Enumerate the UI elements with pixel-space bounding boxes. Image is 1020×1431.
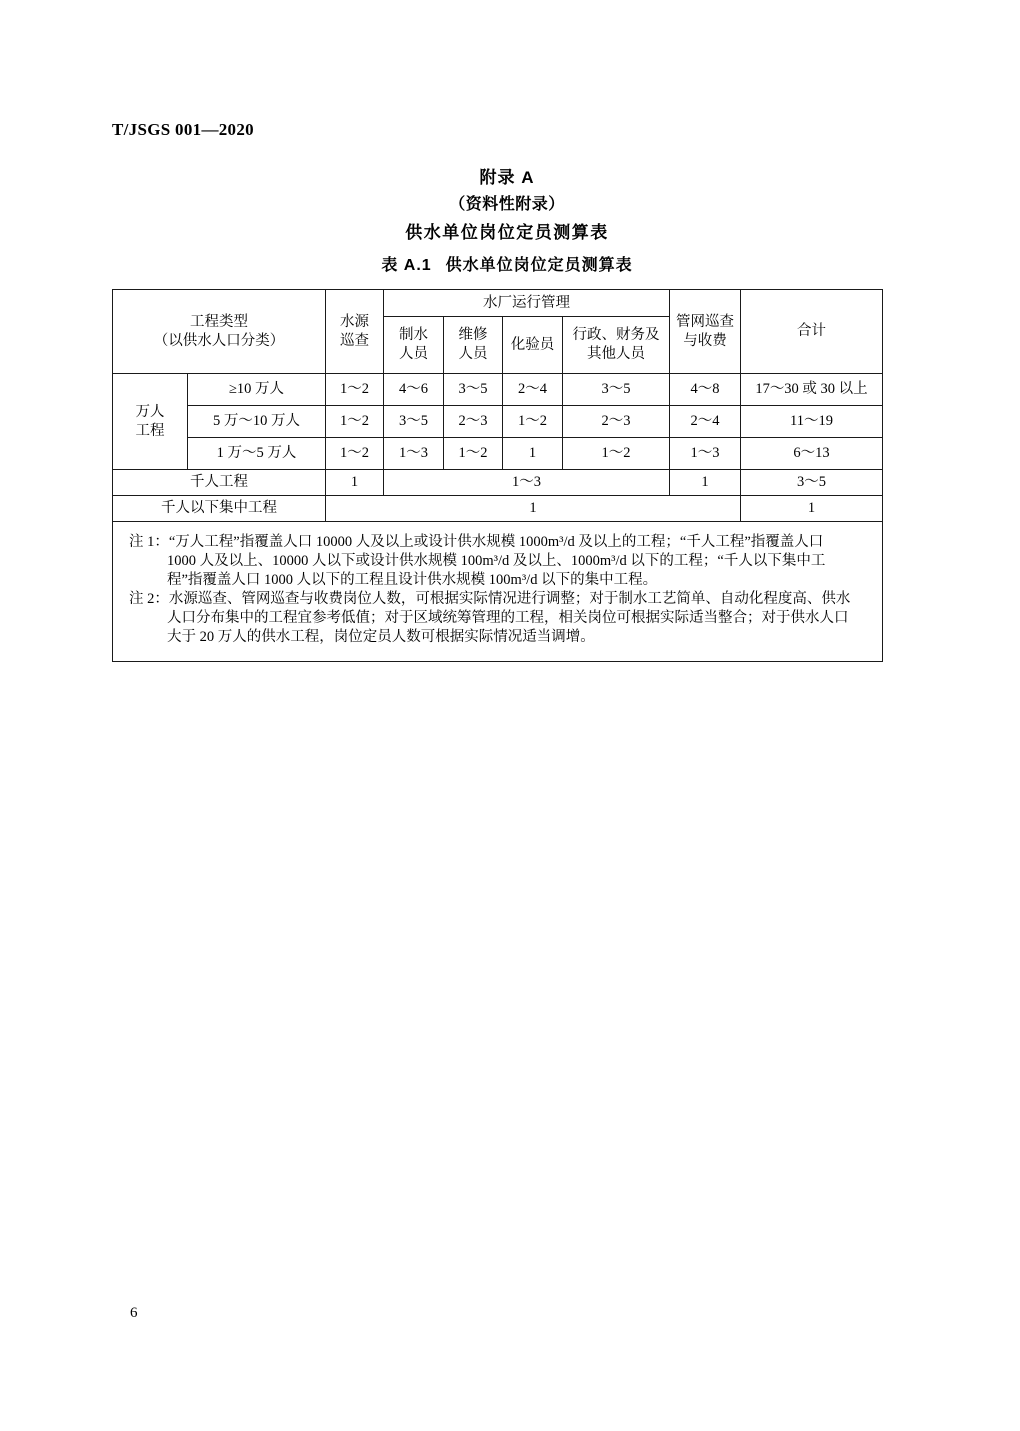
note2-label: 注 2： — [129, 591, 169, 607]
cell-scale: ≥10 万人 — [188, 374, 326, 406]
cell-row-label: 千人以下集中工程 — [113, 496, 326, 522]
annex-heading-block — [112, 165, 902, 247]
cell-lab: 2～4 — [503, 374, 563, 406]
cell-total: 6～13 — [741, 438, 883, 470]
note1-text1: “万人工程”指覆盖人口 10000 人及以上或设计供水规模 1000m³/d 及以上的工程；“千人工程”指覆盖人口 — [168, 534, 824, 550]
table-notes — [113, 522, 883, 662]
note2-text1: 水源巡查、管网巡查与收费岗位人数，可根据实际情况进行调整；对于制水工艺简单、自动化程度高、供水 — [168, 591, 851, 607]
cell-scale: 5 万～10 万人 — [188, 406, 326, 438]
cell-total: 3～5 — [741, 470, 883, 496]
header-total: 合计 — [741, 290, 883, 374]
table-row — [113, 406, 883, 438]
table-caption — [112, 252, 902, 275]
annex-subtitle: （资料性附录） — [449, 196, 565, 213]
cell-source-patrol: 1 — [326, 470, 384, 496]
header-source-patrol-line1: 水源 — [340, 313, 369, 330]
note1-line3: 程”指覆盖人口 1000 人以下的工程且设计供水规模 100m³/d 以下的集中工程。 — [167, 572, 658, 588]
header-pipe-network-line2: 与收费 — [683, 332, 727, 349]
staffing-table-wrapper — [112, 289, 882, 662]
cell-total: 17～30 或 30 以上 — [741, 374, 883, 406]
table-row — [113, 438, 883, 470]
row-group-label-line2: 工程 — [135, 422, 165, 439]
header-admin — [563, 317, 670, 374]
header-water-production — [384, 317, 444, 374]
cell-source-patrol: 1～2 — [326, 374, 384, 406]
table-caption-title: 供水单位岗位定员测算表 — [445, 257, 633, 274]
cell-maintenance: 2～3 — [444, 406, 503, 438]
header-pipe-network-line1: 管网巡查 — [676, 313, 734, 330]
note2-line3: 大于 20 万人的供水工程，岗位定员人数可根据实际情况适当调增。 — [167, 629, 595, 645]
header-source-patrol-line2: 巡查 — [340, 332, 369, 349]
note2-line1 — [129, 590, 866, 609]
header-water-production-line1: 制水 — [399, 327, 428, 343]
table-caption-number: 表 A.1 — [381, 257, 432, 274]
header-project-type-line1: 工程类型 — [190, 313, 248, 330]
header-project-type-line2: （以供水人口分类） — [153, 332, 285, 349]
header-maintenance — [444, 317, 503, 374]
header-maintenance-line2: 人员 — [458, 346, 488, 362]
annex-title: 附录 A — [479, 168, 535, 187]
annex-name: 供水单位岗位定员测算表 — [405, 223, 609, 242]
note1-line2: 1000 人及以上、10000 人以下或设计供水规模 100m³/d 及以上、1000m³/d 以下的工程；“千人以下集中工 — [167, 553, 826, 569]
cell-maintenance: 1～2 — [444, 438, 503, 470]
cell-merged-all: 1 — [326, 496, 741, 522]
cell-scale: 1 万～5 万人 — [188, 438, 326, 470]
table-notes-row — [113, 522, 883, 662]
page-number: 6 — [130, 1305, 138, 1321]
cell-pipe-network: 2～4 — [670, 406, 741, 438]
header-admin-line2: 其他人员 — [587, 346, 645, 362]
cell-water-production: 4～6 — [384, 374, 444, 406]
table-row-qianren — [113, 470, 883, 496]
cell-total: 1 — [741, 496, 883, 522]
note1-label: 注 1： — [129, 534, 169, 550]
header-plant-operation-group: 水厂运行管理 — [384, 290, 670, 317]
cell-total: 11～19 — [741, 406, 883, 438]
note2-line2: 人口分布集中的工程宜参考低值；对于区域统筹管理的工程，相关岗位可根据实际适当整合；对于供水人口 — [167, 610, 849, 626]
staffing-table — [112, 289, 883, 662]
table-row — [113, 374, 883, 406]
header-source-patrol — [326, 290, 384, 374]
cell-admin: 1～2 — [563, 438, 670, 470]
header-maintenance-line1: 维修 — [458, 327, 488, 343]
cell-plant-merged: 1～3 — [384, 470, 670, 496]
note1-line1 — [129, 533, 866, 552]
cell-water-production: 1～3 — [384, 438, 444, 470]
cell-pipe-network: 4～8 — [670, 374, 741, 406]
cell-water-production: 3～5 — [384, 406, 444, 438]
running-head: T/JSGS 001—2020 — [112, 120, 254, 139]
table-header-group-row — [113, 290, 883, 317]
cell-row-label: 千人工程 — [113, 470, 326, 496]
header-admin-line1: 行政、财务及 — [572, 327, 660, 343]
cell-source-patrol: 1～2 — [326, 406, 384, 438]
cell-admin: 2～3 — [563, 406, 670, 438]
cell-pipe-network: 1 — [670, 470, 741, 496]
cell-source-patrol: 1～2 — [326, 438, 384, 470]
cell-maintenance: 3～5 — [444, 374, 503, 406]
header-water-production-line2: 人员 — [399, 346, 428, 362]
header-pipe-network — [670, 290, 741, 374]
row-group-label-line1: 万人 — [135, 403, 165, 420]
cell-admin: 3～5 — [563, 374, 670, 406]
cell-lab: 1～2 — [503, 406, 563, 438]
header-project-type — [113, 290, 326, 374]
header-lab-technician: 化验员 — [503, 317, 563, 374]
table-row-jizhong — [113, 496, 883, 522]
cell-lab: 1 — [503, 438, 563, 470]
row-group-label-wanren — [113, 374, 188, 470]
cell-pipe-network: 1～3 — [670, 438, 741, 470]
